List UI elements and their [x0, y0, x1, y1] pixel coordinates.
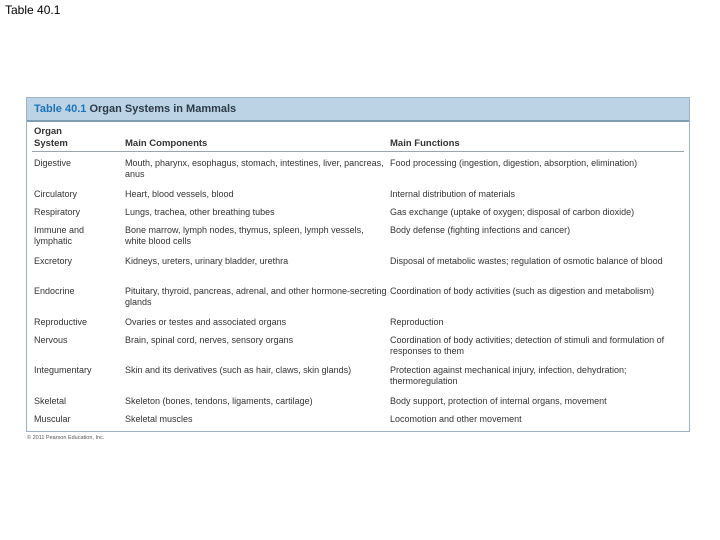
organ-systems-table: [26, 97, 690, 432]
table-cell-components: Skeletal muscles: [125, 414, 193, 424]
table-cell-system: Integumentary: [34, 365, 92, 375]
copyright-notice: © 2011 Pearson Education, Inc.: [27, 435, 105, 441]
table-cell-system: Excretory: [34, 256, 73, 266]
slide-title: Table 40.1: [5, 3, 61, 17]
table-cell-functions: Body defense (fighting infections and cancer): [390, 225, 571, 235]
table-cell-system: Digestive: [34, 158, 72, 168]
table-caption-text: Organ Systems in Mammals: [89, 103, 237, 115]
table-cell-functions: Coordination of body activities; detection of stimuli and formulation of responses to them: [390, 335, 665, 356]
header-main-functions: Main Functions: [390, 138, 460, 149]
table-cell-components: Ovaries or testes and associated organs: [125, 317, 287, 327]
table-cell-system: Respiratory: [34, 207, 81, 217]
table-cell-functions: Gas exchange (uptake of oxygen; disposal of carbon dioxide): [390, 207, 635, 217]
table-caption-bar: [27, 98, 689, 122]
table-cell-system: Muscular: [34, 414, 71, 424]
table-cell-functions: Reproduction: [390, 317, 444, 327]
table-cell-components: Lungs, trachea, other breathing tubes: [125, 207, 275, 217]
header-main-components: Main Components: [125, 138, 208, 149]
table-caption-number: Table 40.1: [34, 103, 87, 115]
table-cell-components: Brain, spinal cord, nerves, sensory organs: [125, 335, 294, 345]
table-cell-components: Pituitary, thyroid, pancreas, adrenal, and other hormone-secreting glands: [125, 286, 387, 307]
table-cell-system: Immune and lymphatic: [34, 225, 85, 246]
table-cell-components: Mouth, pharynx, esophagus, stomach, intestines, liver, pancreas, anus: [125, 158, 384, 179]
table-cell-functions: Disposal of metabolic wastes; regulation of osmotic balance of blood: [390, 256, 663, 266]
table-cell-functions: Food processing (ingestion, digestion, absorption, elimination): [390, 158, 638, 168]
table-cell-functions: Locomotion and other movement: [390, 414, 522, 424]
header-divider: [32, 151, 684, 152]
table-caption: [34, 103, 236, 115]
table-cell-components: Heart, blood vessels, blood: [125, 189, 234, 199]
table-cell-system: Reproductive: [34, 317, 88, 327]
table-cell-system: Endocrine: [34, 286, 75, 296]
table-cell-components: Skeleton (bones, tendons, ligaments, cartilage): [125, 396, 313, 406]
table-cell-functions: Body support, protection of internal organs, movement: [390, 396, 607, 406]
table-cell-components: Kidneys, ureters, urinary bladder, urethra: [125, 256, 289, 266]
table-cell-system: Skeletal: [34, 396, 67, 406]
table-cell-functions: Coordination of body activities (such as digestion and metabolism): [390, 286, 655, 296]
table-cell-system: Circulatory: [34, 189, 78, 199]
table-cell-functions: Internal distribution of materials: [390, 189, 516, 199]
table-cell-components: Skin and its derivatives (such as hair, claws, skin glands): [125, 365, 352, 375]
table-cell-system: Nervous: [34, 335, 68, 345]
header-organ-system: Organ System: [34, 126, 68, 149]
table-cell-components: Bone marrow, lymph nodes, thymus, spleen, lymph vessels, white blood cells: [125, 225, 364, 246]
table-cell-functions: Protection against mechanical injury, infection, dehydration; thermoregulation: [390, 365, 627, 386]
